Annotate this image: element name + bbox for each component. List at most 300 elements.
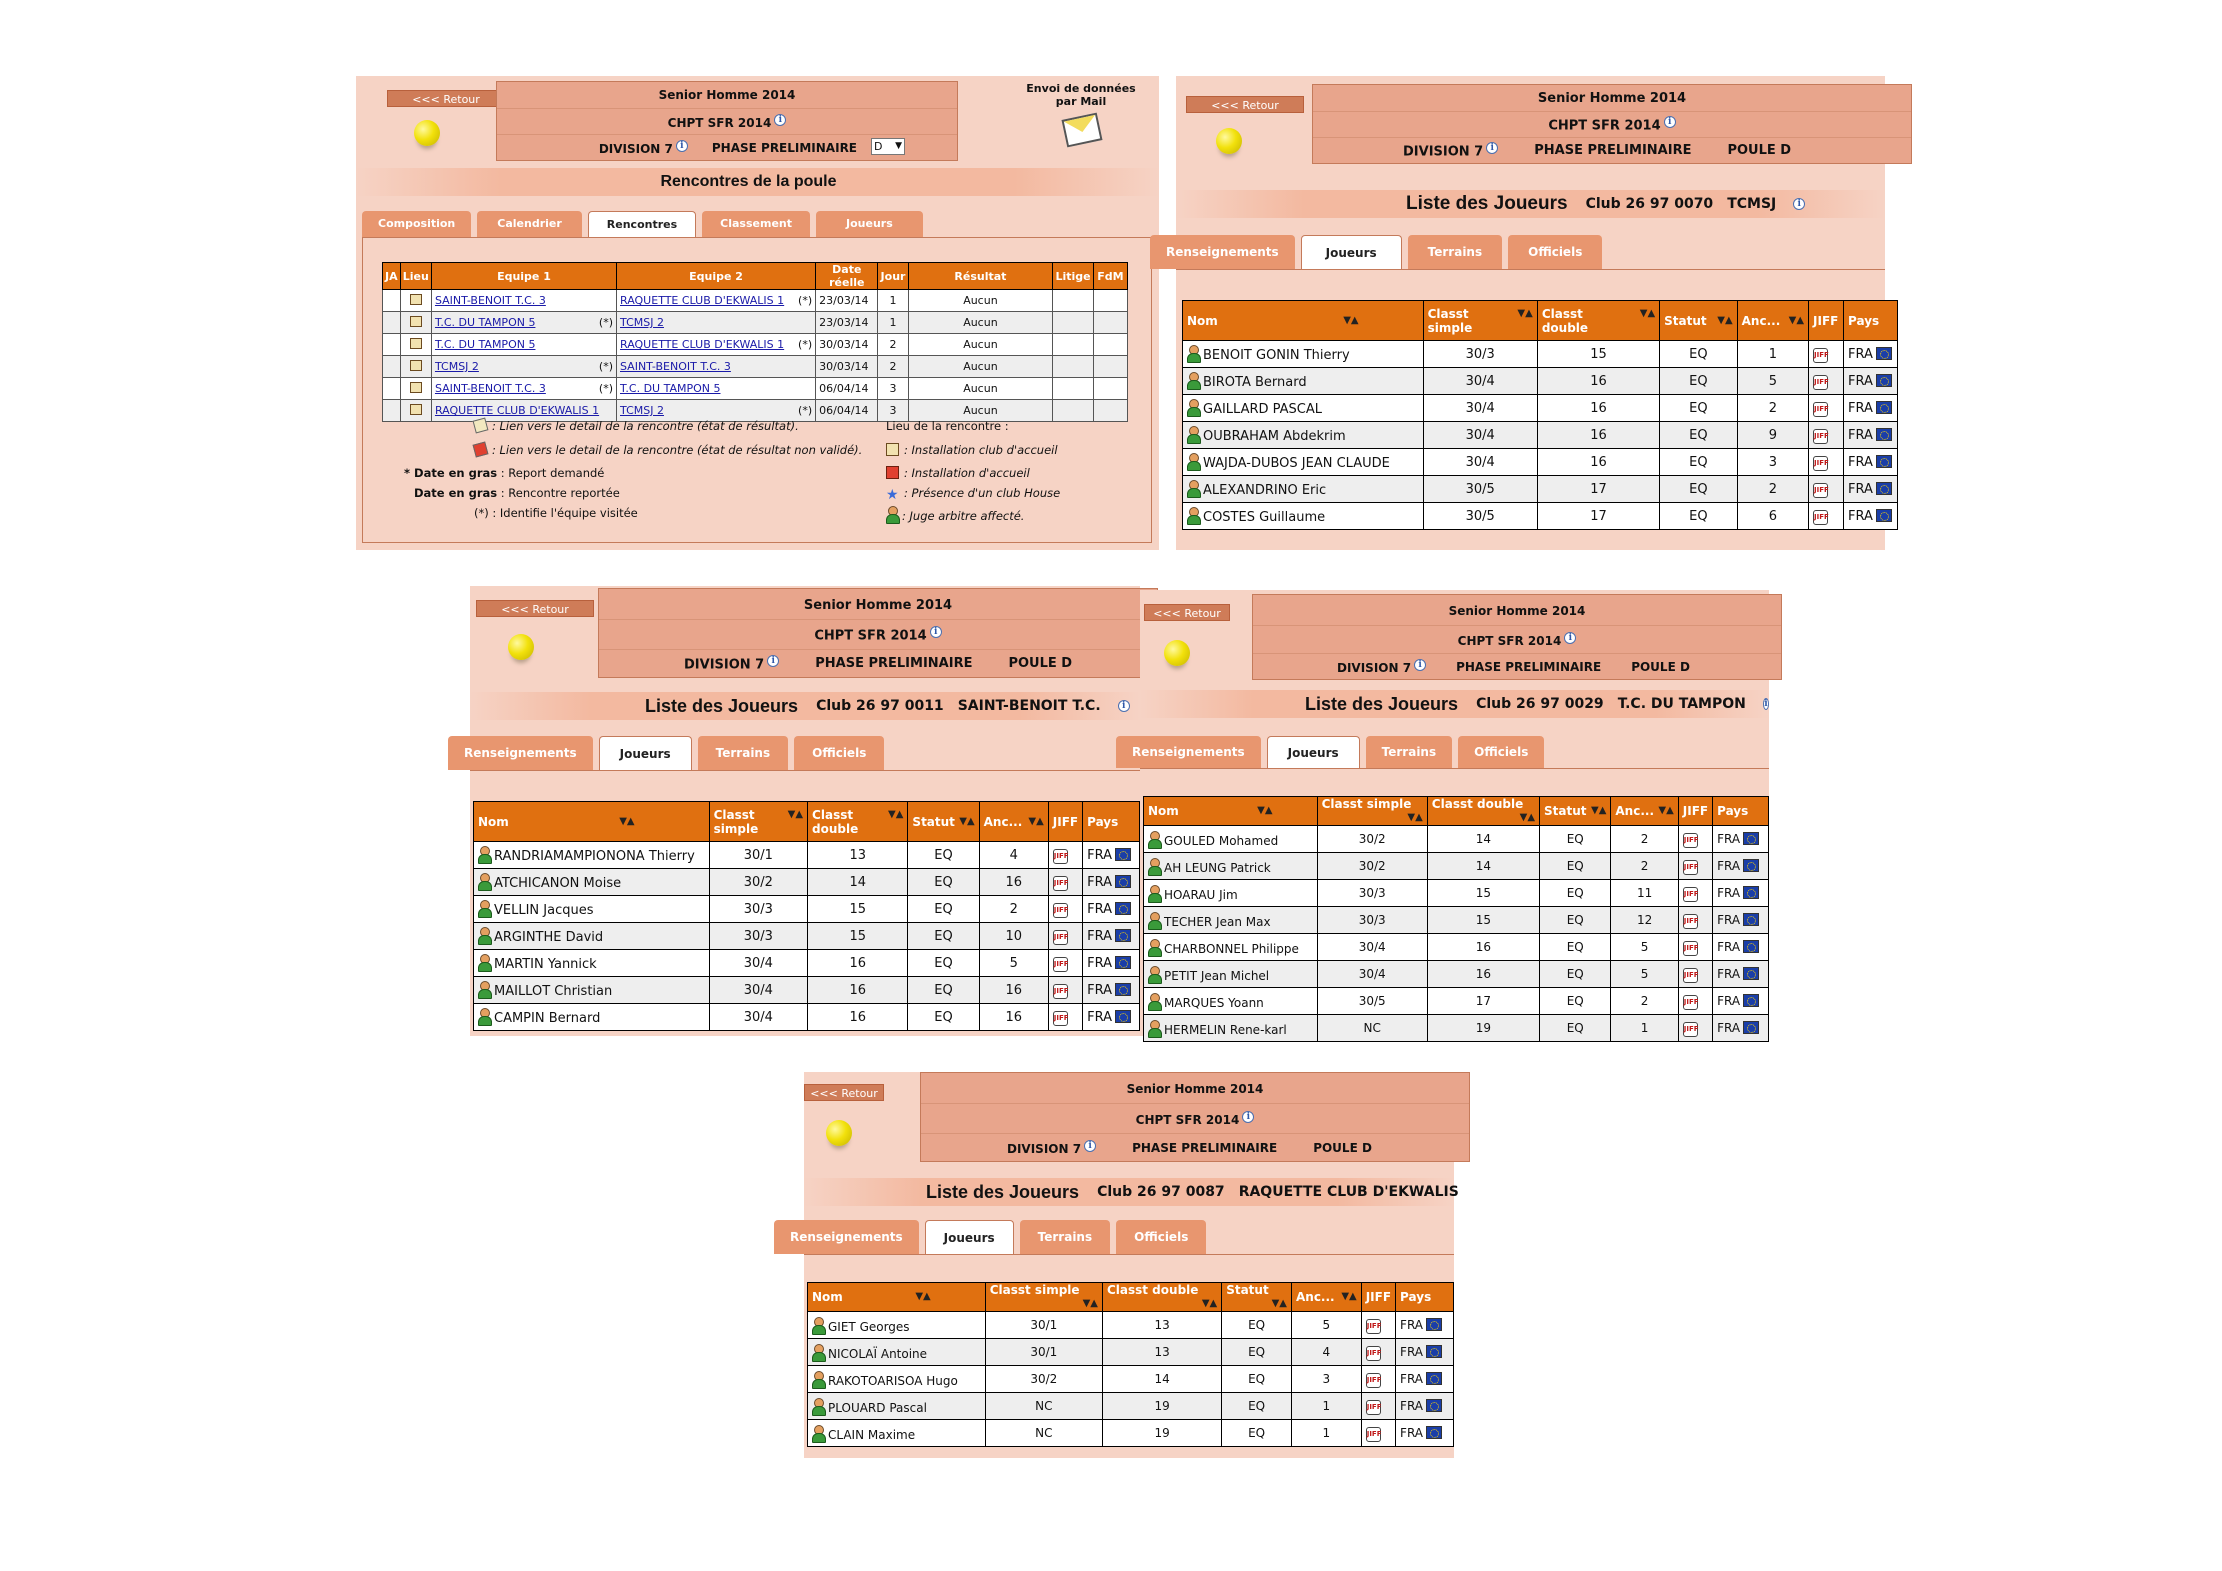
club-number: Club 26 97 0070 [1585, 196, 1714, 212]
sort-icon[interactable]: ▼▲ [1717, 314, 1733, 326]
col-simple[interactable]: Classt simple ▼▲ [1317, 797, 1427, 826]
tennis-ball-icon [1216, 128, 1242, 154]
equipe1-link[interactable]: RAQUETTE CLUB D'EKWALIS 1 [434, 404, 600, 417]
player-row[interactable]: BENOIT GONIN Thierry 30/3 15 EQ 1 JIFF FRA [1183, 341, 1898, 368]
info-icon[interactable]: i [1664, 116, 1676, 128]
legend-visitee: (*) : Identifie l'équipe visitée [474, 506, 638, 520]
club-number: Club 26 97 0087 [1097, 1184, 1225, 1200]
jiff-icon: JIFF [1813, 348, 1828, 363]
tab-composition[interactable]: Composition [362, 211, 471, 237]
match-row: SAINT-BENOIT T.C. 3 (*) T.C. DU TAMPON 5 06/04/14 3 Aucun [383, 378, 1128, 400]
jiff-icon: JIFF [1813, 375, 1828, 390]
eu-flag-icon [1426, 1399, 1442, 1412]
sort-icon[interactable]: ▼▲ [1201, 1298, 1218, 1309]
jiff-icon: JIFF [1683, 1022, 1698, 1037]
tab-bar [448, 736, 884, 770]
tab-bar [1116, 736, 1544, 768]
header-box [496, 81, 958, 161]
col-pays: Pays [1396, 1283, 1454, 1312]
list-title: Liste des Joueurs [645, 695, 799, 716]
col-pays: Pays [1083, 802, 1140, 842]
player-row[interactable]: CHARBONNEL Philippe 30/4 16 EQ 5 JIFF FRA [1144, 934, 1769, 961]
champ-label: CHPT SFR 2014 [667, 115, 772, 130]
player-row[interactable]: HERMELIN Rene-karl NC 19 EQ 1 JIFF FRA [1144, 1015, 1769, 1042]
sort-icon[interactable]: ▼▲ [1517, 307, 1533, 319]
player-row[interactable]: GAILLARD PASCAL 30/4 16 EQ 2 JIFF FRA [1183, 395, 1898, 422]
match-row: RAQUETTE CLUB D'EKWALIS 1 TCMSJ 2 (*) 06/04/14 3 Aucun [383, 400, 1128, 422]
match-row: T.C. DU TAMPON 5 (*) TCMSJ 2 23/03/14 1 Aucun [383, 312, 1128, 334]
sort-icon[interactable]: ▼▲ [888, 808, 904, 820]
eu-flag-icon [1743, 859, 1759, 872]
sort-icon[interactable]: ▼▲ [619, 815, 635, 827]
sort-icon[interactable]: ▼▲ [1519, 812, 1536, 823]
jiff-icon: JIFF [1683, 887, 1698, 902]
house-icon[interactable] [410, 382, 422, 393]
club-title-band [1140, 690, 1769, 718]
col-double[interactable]: Classt double ▼▲ [808, 802, 908, 842]
tab-renseignements[interactable]: Renseignements [1150, 235, 1295, 269]
player-icon [1187, 345, 1199, 361]
player-icon [1187, 372, 1199, 388]
col-jiff: JIFF [1678, 797, 1712, 826]
player-icon [478, 954, 490, 970]
player-row[interactable]: MARQUES Yoann 30/5 17 EQ 2 JIFF FRA [1144, 988, 1769, 1015]
star-icon: ★ [886, 487, 899, 503]
player-icon [812, 1425, 824, 1441]
col-statut[interactable]: Statut ▼▲ [1540, 797, 1611, 826]
match-row: T.C. DU TAMPON 5 RAQUETTE CLUB D'EKWALIS 1 (*) 30/03/14 2 Aucun [383, 334, 1128, 356]
legend-installation: : Installation d'accueil [886, 466, 1030, 480]
jiff-icon: JIFF [1053, 984, 1068, 999]
col-nom[interactable]: Nom ▼▲ [1183, 301, 1424, 341]
tab-officiels[interactable]: Officiels [1508, 235, 1602, 269]
player-row[interactable]: ALEXANDRINO Eric 30/5 17 EQ 2 JIFF FRA [1183, 476, 1898, 503]
sort-icon[interactable]: ▼▲ [1639, 307, 1656, 319]
tab-terrains[interactable]: Terrains [1366, 736, 1452, 768]
club-name: RAQUETTE CLUB D'EKWALIS [1238, 1184, 1459, 1200]
match-row: TCMSJ 2 (*) SAINT-BENOIT T.C. 3 30/03/14 2 Aucun [383, 356, 1128, 378]
eu-flag-icon [1426, 1318, 1442, 1331]
sort-icon[interactable]: ▼▲ [1407, 812, 1423, 823]
jiff-icon: JIFF [1366, 1346, 1381, 1361]
equipe1-link[interactable]: SAINT-BENOIT T.C. 3 [434, 382, 546, 395]
jiff-icon: JIFF [1053, 876, 1068, 891]
retour-button[interactable]: <<< Retour [1144, 604, 1230, 621]
equipe2-link[interactable]: RAQUETTE CLUB D'EKWALIS 1 [620, 338, 785, 351]
player-row[interactable]: GOULED Mohamed 30/2 14 EQ 2 JIFF FRA [1144, 826, 1769, 853]
tennis-ball-icon [508, 634, 534, 660]
equipe1-link[interactable]: T.C. DU TAMPON 5 [434, 316, 536, 329]
retour-button[interactable]: <<< Retour [1186, 96, 1304, 113]
eu-flag-icon [1743, 940, 1759, 953]
col-date: Date réelle [816, 263, 878, 290]
tab-joueurs[interactable]: Joueurs [599, 736, 692, 770]
eu-flag-icon [1426, 1426, 1442, 1439]
eu-flag-icon [1115, 983, 1131, 996]
panel-rencontres [356, 76, 1159, 550]
retour-button[interactable]: <<< Retour [804, 1084, 884, 1101]
eu-flag-icon [1743, 832, 1759, 845]
poule-select[interactable]: D ▼ [871, 138, 905, 155]
info-icon[interactable]: i [1118, 700, 1130, 712]
tab-terrains[interactable]: Terrains [1020, 1220, 1110, 1254]
jiff-icon: JIFF [1683, 968, 1698, 983]
jiff-icon: JIFF [1813, 456, 1828, 471]
col-anc[interactable]: Anc... ▼▲ [979, 802, 1048, 842]
legend-report: * Date en gras : Report demandé [404, 466, 605, 480]
house-icon[interactable] [410, 404, 422, 415]
col-statut[interactable]: Statut ▼▲ [1660, 301, 1737, 341]
page-title-band [356, 168, 1159, 196]
col-pays: Pays [1713, 797, 1769, 826]
tab-terrains[interactable]: Terrains [698, 736, 788, 770]
jiff-icon: JIFF [1053, 849, 1068, 864]
sort-icon[interactable]: ▼▲ [787, 808, 804, 820]
panel-joueurs-ekwalis [790, 1072, 1459, 1458]
jiff-icon: JIFF [1053, 1011, 1068, 1026]
sort-icon[interactable]: ▼▲ [1028, 815, 1044, 827]
col-resultat: Résultat [908, 263, 1053, 290]
col-nom[interactable]: Nom ▼▲ [808, 1283, 986, 1312]
player-row[interactable]: AH LEUNG Patrick 30/2 14 EQ 2 JIFF FRA [1144, 853, 1769, 880]
player-icon [1148, 912, 1160, 928]
jiff-icon: JIFF [1813, 510, 1828, 525]
col-equipe2: Equipe 2 [617, 263, 816, 290]
house-icon[interactable] [410, 360, 422, 371]
player-row[interactable]: HOARAU Jim 30/3 15 EQ 11 JIFF FRA [1144, 880, 1769, 907]
player-row[interactable]: RAKOTOARISOA Hugo 30/2 14 EQ 3 JIFF FRA [808, 1366, 1454, 1393]
panel-joueurs-tcmsj [1166, 76, 1885, 550]
eu-flag-icon [1876, 401, 1892, 414]
tab-divider [470, 770, 1140, 771]
club-title-band [804, 1178, 1459, 1206]
col-statut[interactable]: Statut ▼▲ [908, 802, 979, 842]
tab-terrains[interactable]: Terrains [1408, 235, 1502, 269]
match-row: SAINT-BENOIT T.C. 3 RAQUETTE CLUB D'EKWALIS 1 (*) 23/03/14 1 Aucun [383, 290, 1128, 312]
club-number: Club 26 97 0029 [1476, 696, 1604, 712]
sort-icon[interactable]: ▼▲ [1257, 805, 1273, 816]
player-icon [1187, 426, 1199, 442]
col-anc[interactable]: Anc... ▼▲ [1737, 301, 1808, 341]
player-icon [1187, 453, 1199, 469]
player-icon [812, 1344, 824, 1360]
legend-juge-arbitre: : Juge arbitre affecté. [886, 506, 1024, 523]
tennis-ball-icon [1164, 640, 1190, 666]
player-row[interactable]: VELLIN Jacques 30/3 15 EQ 2 JIFF FRA [474, 896, 1140, 923]
col-ja: JA [383, 263, 401, 290]
house-icon[interactable] [410, 294, 422, 305]
player-row[interactable]: GIET Georges 30/1 13 EQ 5 JIFF FRA [808, 1312, 1454, 1339]
result-unvalidated-icon [473, 442, 489, 458]
jiff-icon: JIFF [1813, 402, 1828, 417]
info-icon[interactable]: i [1764, 699, 1768, 709]
tab-joueurs[interactable]: Joueurs [1267, 736, 1360, 768]
col-simple[interactable]: Classt simple ▼▲ [1423, 301, 1537, 341]
jiff-icon: JIFF [1683, 995, 1698, 1010]
mail-envelope-icon[interactable] [1061, 113, 1102, 148]
player-icon [812, 1398, 824, 1414]
chevron-down-icon: ▼ [895, 141, 902, 151]
equipe1-link[interactable]: SAINT-BENOIT T.C. 3 [434, 294, 546, 307]
player-icon [1148, 885, 1160, 901]
info-icon[interactable]: i [1486, 142, 1498, 154]
sort-icon[interactable]: ▼▲ [1658, 805, 1674, 816]
list-title: Liste des Joueurs [926, 1181, 1080, 1202]
col-double[interactable]: Classt double ▼▲ [1537, 301, 1659, 341]
page-title: Rencontres de la poule [660, 173, 837, 190]
tab-joueurs[interactable]: Joueurs [925, 1220, 1014, 1254]
legend-lieu-title: Lieu de la rencontre : [886, 419, 1009, 433]
col-anc[interactable]: Anc... ▼▲ [1291, 1283, 1361, 1312]
tab-officiels[interactable]: Officiels [1116, 1220, 1206, 1254]
player-row[interactable]: NICOLAÏ Antoine 30/1 13 EQ 4 JIFF FRA [808, 1339, 1454, 1366]
eu-flag-icon [1743, 886, 1759, 899]
eu-flag-icon [1115, 929, 1131, 942]
sort-icon[interactable]: ▼▲ [1271, 1298, 1287, 1309]
mail-label-1: Envoi de données [1026, 82, 1136, 95]
player-row[interactable]: CLAIN Maxime NC 19 EQ 1 JIFF FRA [808, 1420, 1454, 1447]
jiff-icon: JIFF [1053, 957, 1068, 972]
panel-joueurs-tampon [1132, 590, 1769, 1037]
tab-divider [804, 1254, 1454, 1255]
col-jiff: JIFF [1048, 802, 1082, 842]
col-statut[interactable]: Statut ▼▲ [1222, 1283, 1292, 1312]
col-litige: Litige [1053, 263, 1093, 290]
jiff-icon: JIFF [1366, 1427, 1381, 1442]
house-icon[interactable] [410, 338, 422, 349]
col-double[interactable]: Classt double ▼▲ [1427, 797, 1539, 826]
player-icon [478, 981, 490, 997]
info-icon[interactable]: i [1414, 659, 1426, 671]
player-icon [812, 1371, 824, 1387]
rencontres-table [382, 262, 1128, 422]
tennis-ball-icon [826, 1120, 852, 1146]
jiff-icon: JIFF [1683, 941, 1698, 956]
equipe2-link[interactable]: T.C. DU TAMPON 5 [620, 382, 721, 395]
info-icon[interactable]: i [1564, 632, 1576, 644]
player-icon [1148, 1020, 1160, 1036]
col-anc[interactable]: Anc... ▼▲ [1611, 797, 1678, 826]
jiff-icon: JIFF [1683, 833, 1698, 848]
club-name: TCMSJ [1727, 196, 1777, 212]
jiff-icon: JIFF [1366, 1400, 1381, 1415]
sort-icon[interactable]: ▼▲ [915, 1291, 931, 1302]
jiff-icon: JIFF [1683, 860, 1698, 875]
eu-flag-icon [1115, 875, 1131, 888]
sort-icon[interactable]: ▼▲ [1341, 1291, 1357, 1302]
players-table [1182, 300, 1898, 530]
player-icon [1148, 939, 1160, 955]
tennis-ball-icon [414, 120, 440, 146]
eu-flag-icon [1115, 956, 1131, 969]
player-row[interactable]: ARGINTHE David 30/3 15 EQ 10 JIFF FRA [474, 923, 1140, 950]
player-row[interactable]: BIROTA Bernard 30/4 16 EQ 5 JIFF FRA [1183, 368, 1898, 395]
header-box: Senior Homme 2014 CHPT SFR 2014 i DIVISION 7 i PHASE PRELIMINAIRE POULE D [1312, 84, 1912, 164]
tab-rencontres[interactable]: Rencontres [588, 211, 696, 237]
jiff-icon: JIFF [1053, 930, 1068, 945]
info-icon[interactable]: i [767, 655, 779, 667]
col-simple[interactable]: Classt simple ▼▲ [985, 1283, 1102, 1312]
tab-renseignements[interactable]: Renseignements [1116, 736, 1261, 768]
eu-flag-icon [1876, 509, 1892, 522]
col-fdm: FdM [1093, 263, 1127, 290]
tab-calendrier[interactable]: Calendrier [477, 211, 582, 237]
result-doc-icon [473, 418, 489, 434]
division-label: DIVISION 7 [598, 141, 673, 156]
house-icon [886, 443, 899, 456]
tab-renseignements[interactable]: Renseignements [448, 736, 593, 770]
season-label: Senior Homme 2014 [658, 88, 796, 102]
club-name: SAINT-BENOIT T.C. [957, 698, 1101, 714]
info-icon[interactable]: i [930, 626, 942, 638]
info-icon[interactable]: i [1242, 1111, 1254, 1123]
tab-bar [362, 211, 923, 237]
player-icon [1187, 507, 1199, 523]
col-equipe1: Equipe 1 [431, 263, 616, 290]
player-row[interactable]: ATCHICANON Moise 30/2 14 EQ 16 JIFF FRA [474, 869, 1140, 896]
player-row[interactable]: MARTIN Yannick 30/4 16 EQ 5 JIFF FRA [474, 950, 1140, 977]
eu-flag-icon [1743, 1021, 1759, 1034]
tab-divider [1176, 269, 1885, 270]
col-simple[interactable]: Classt simple ▼▲ [709, 802, 807, 842]
person-icon [886, 506, 898, 522]
player-icon [478, 846, 490, 862]
player-row[interactable]: WAJDA-DUBOS JEAN CLAUDE 30/4 16 EQ 3 JIFF FRA [1183, 449, 1898, 476]
tab-officiels[interactable]: Officiels [794, 736, 884, 770]
sort-icon[interactable]: ▼▲ [1082, 1298, 1098, 1309]
legend-club-house: ★ : Présence d'un club House [886, 486, 1061, 503]
legend-reportee: Date en gras : Rencontre reportée [414, 486, 620, 500]
eu-flag-icon [1115, 902, 1131, 915]
player-row[interactable]: PETIT Jean Michel 30/4 16 EQ 5 JIFF FRA [1144, 961, 1769, 988]
player-icon [478, 927, 490, 943]
player-icon [1148, 993, 1160, 1009]
player-row[interactable]: RANDRIAMAMPIONONA Thierry 30/1 13 EQ 4 JIFF FRA [474, 842, 1140, 869]
info-icon[interactable]: i [774, 114, 786, 126]
club-title-band [470, 692, 1140, 720]
player-row[interactable]: TECHER Jean Max 30/3 15 EQ 12 JIFF FRA [1144, 907, 1769, 934]
eu-flag-icon [1115, 848, 1131, 861]
jiff-icon: JIFF [1366, 1373, 1381, 1388]
tab-joueurs[interactable]: Joueurs [1301, 235, 1402, 269]
col-lieu: Lieu [400, 263, 431, 290]
players-table [473, 801, 1140, 1031]
col-nom[interactable]: Nom ▼▲ [474, 802, 710, 842]
sort-icon[interactable]: ▼▲ [1591, 805, 1607, 816]
info-icon[interactable]: i [1084, 1140, 1096, 1152]
player-row[interactable]: COSTES Guillaume 30/5 17 EQ 6 JIFF FRA [1183, 503, 1898, 530]
info-icon[interactable]: i [1793, 198, 1805, 210]
equipe2-link[interactable]: SAINT-BENOIT T.C. 3 [620, 360, 731, 373]
col-jiff: JIFF [1809, 301, 1844, 341]
eu-flag-icon [1743, 967, 1759, 980]
player-icon [1148, 831, 1160, 847]
eu-flag-icon [1426, 1372, 1442, 1385]
red-house-icon [886, 466, 899, 479]
eu-flag-icon [1876, 428, 1892, 441]
player-icon [478, 900, 490, 916]
player-row[interactable]: OUBRAHAM Abdekrim 30/4 16 EQ 9 JIFF FRA [1183, 422, 1898, 449]
player-icon [812, 1317, 824, 1333]
eu-flag-icon [1876, 374, 1892, 387]
header-box: Senior Homme 2014 CHPT SFR 2014 i DIVISION 7 i PHASE PRELIMINAIRE POULE D [1252, 594, 1782, 680]
player-icon [1148, 966, 1160, 982]
eu-flag-icon [1743, 994, 1759, 1007]
tab-officiels[interactable]: Officiels [1458, 736, 1544, 768]
tab-joueurs[interactable]: Joueurs [816, 211, 923, 237]
eu-flag-icon [1876, 482, 1892, 495]
sort-icon[interactable]: ▼▲ [959, 815, 975, 827]
col-double[interactable]: Classt double ▼▲ [1102, 1283, 1221, 1312]
equipe2-link[interactable]: TCMSJ 2 [620, 404, 664, 417]
jiff-icon: JIFF [1366, 1319, 1381, 1334]
mail-label-2: par Mail [1055, 95, 1107, 108]
info-icon[interactable]: i [676, 140, 688, 152]
col-jour: Jour [878, 263, 908, 290]
jiff-icon: JIFF [1813, 429, 1828, 444]
tab-classement[interactable]: Classement [702, 211, 810, 237]
equipe2-link[interactable]: RAQUETTE CLUB D'EKWALIS 1 [620, 294, 785, 307]
jiff-icon: JIFF [1813, 483, 1828, 498]
jiff-icon: JIFF [1683, 914, 1698, 929]
eu-flag-icon [1876, 347, 1892, 360]
club-name: T.C. DU TAMPON [1617, 696, 1746, 712]
retour-button[interactable]: <<< Retour [476, 600, 594, 617]
header-box: Senior Homme 2014 CHPT SFR 2014 i DIVISION 7 i PHASE PRELIMINAIRE POULE D [598, 588, 1158, 678]
panel-joueurs-saint-benoit [464, 586, 1140, 1036]
col-jiff: JIFF [1361, 1283, 1395, 1312]
players-table [1143, 796, 1769, 1042]
phase-label: PHASE PRELIMINAIRE [711, 140, 857, 155]
player-icon [1187, 480, 1199, 496]
equipe1-link[interactable]: TCMSJ 2 [434, 360, 479, 373]
player-icon [1187, 399, 1199, 415]
header-box: Senior Homme 2014 CHPT SFR 2014 i DIVISION 7 i PHASE PRELIMINAIRE POULE D [920, 1072, 1470, 1162]
sort-icon[interactable]: ▼▲ [1788, 314, 1805, 326]
tab-bar [774, 1220, 1206, 1254]
players-table [807, 1282, 1454, 1447]
retour-button[interactable]: <<< Retour [387, 90, 505, 107]
col-pays: Pays [1844, 301, 1898, 341]
list-title: Liste des Joueurs [1406, 193, 1568, 214]
legend-result: : Lien vers le detail de la rencontre (état de résultat). [474, 419, 799, 433]
player-icon [1148, 858, 1160, 874]
list-title: Liste des Joueurs [1305, 693, 1459, 714]
legend-result-unvalidated: : Lien vers le detail de la rencontre (état de résultat non validé). [474, 443, 862, 457]
club-number: Club 26 97 0011 [816, 698, 944, 714]
eu-flag-icon [1743, 913, 1759, 926]
player-row[interactable]: PLOUARD Pascal NC 19 EQ 1 JIFF FRA [808, 1393, 1454, 1420]
tab-bar [1150, 235, 1602, 269]
eu-flag-icon [1876, 455, 1892, 468]
player-row[interactable]: CAMPIN Bernard 30/4 16 EQ 16 JIFF FRA [474, 1004, 1140, 1031]
equipe1-link[interactable]: T.C. DU TAMPON 5 [434, 338, 536, 351]
legend-club-accueil: : Installation club d'accueil [886, 443, 1058, 457]
player-icon [478, 1008, 490, 1024]
player-icon [478, 873, 490, 889]
player-row[interactable]: MAILLOT Christian 30/4 16 EQ 16 JIFF FRA [474, 977, 1140, 1004]
tab-divider [1140, 768, 1769, 769]
tab-renseignements[interactable]: Renseignements [774, 1220, 919, 1254]
sort-icon[interactable]: ▼▲ [1343, 314, 1359, 326]
eu-flag-icon [1426, 1345, 1442, 1358]
col-nom[interactable]: Nom ▼▲ [1144, 797, 1318, 826]
jiff-icon: JIFF [1053, 903, 1068, 918]
equipe2-link[interactable]: TCMSJ 2 [620, 316, 664, 329]
house-icon[interactable] [410, 316, 422, 327]
eu-flag-icon [1115, 1010, 1131, 1023]
club-title-band [1176, 190, 1885, 218]
